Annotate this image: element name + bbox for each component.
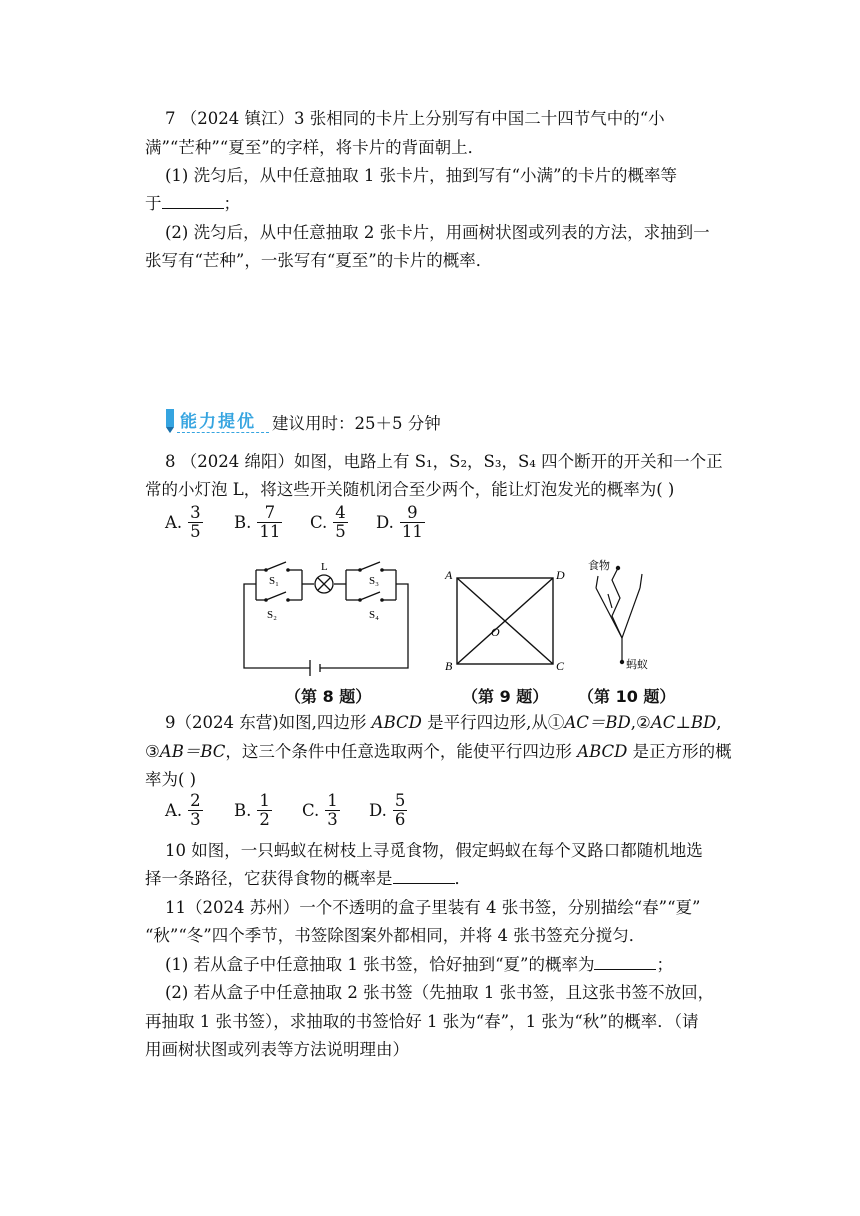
q11-part2-line2: 再抽取 1 张书签），求抽取的书签恰好 1 张为“春”，1 张为“秋”的概率．（请 [145, 1012, 699, 1031]
q9-text: 9（2024 东营)如图,四边形 [165, 713, 372, 732]
q9-line1 [165, 711, 722, 735]
center-o: O [491, 625, 500, 639]
caption-q9: （第 9 题） [462, 687, 549, 706]
q10-text: 择一条路径，它获得食物的概率是 [145, 869, 393, 888]
option-b[interactable] [234, 504, 284, 541]
option-d[interactable] [376, 504, 427, 541]
switch-s4-label: S₄ [369, 609, 379, 621]
q7-part2-line2: 张写有“芒种”，一张写有“夏至”的卡片的概率． [145, 251, 493, 270]
option-label: B. [234, 512, 252, 532]
q9-cond3: AB＝BC [159, 742, 226, 761]
option-c[interactable] [302, 792, 342, 829]
fraction [257, 792, 272, 829]
fraction-numerator: 3 [190, 503, 201, 522]
section-badge: 能力提优 [180, 412, 256, 432]
answer-blank[interactable] [393, 867, 455, 884]
fraction [188, 504, 203, 541]
fraction [325, 792, 340, 829]
option-a[interactable] [165, 504, 205, 541]
fraction-denominator: 6 [394, 810, 406, 829]
fraction [400, 504, 425, 541]
q9-text: 是正方形的概 [627, 742, 732, 761]
vertex-d: D [556, 568, 565, 582]
q11-part2-line1: (2) 若从盒子中任意抽取 2 张书签（先抽取 1 张书签，且这张书签不放回， [165, 983, 715, 1002]
q7-part1-line1: (1) 洗匀后，从中任意抽取 1 张卡片，抽到写有“小满”的卡片的概率等 [165, 166, 677, 185]
option-c[interactable] [310, 504, 350, 541]
q11-line1: 11（2024 苏州）一个不透明的盒子里装有 4 张书签，分别描绘“春”“夏” [165, 898, 701, 917]
section-time: 建议用时：25＋5 分钟 [272, 414, 441, 433]
fraction [393, 792, 408, 829]
q11-line2: “秋”“冬”四个季节，书签除图案外都相同，并将 4 张书签充分搅匀． [145, 926, 646, 945]
fraction [333, 504, 348, 541]
ant-label: 蚂蚁 [626, 659, 648, 671]
fraction-denominator: 11 [259, 522, 281, 541]
answer-blank[interactable] [162, 192, 224, 209]
q9-abcd: ABCD [577, 742, 628, 761]
fraction-denominator: 2 [259, 810, 270, 829]
section-underline [177, 432, 269, 433]
fraction-denominator: 11 [401, 522, 423, 541]
tree-diagram [584, 548, 664, 672]
option-label: C. [302, 800, 320, 820]
fraction-numerator: 1 [259, 791, 270, 810]
q9-text: , [716, 713, 722, 732]
fraction-numerator: 4 [335, 503, 346, 522]
option-label: D. [369, 800, 387, 820]
q11-text: (1) 若从盒子中任意抽取 1 张书签，恰好抽到“夏”的概率为 [165, 955, 595, 974]
q9-line3: 率为( ) [145, 770, 197, 789]
fraction [257, 504, 282, 541]
q7-line2: 满”“芒种”“夏至”的字样，将卡片的背面朝上． [145, 138, 485, 157]
q11-part1 [165, 953, 673, 977]
q7-part1-suffix: ； [223, 194, 240, 213]
fraction-numerator: 5 [394, 791, 406, 810]
q8-line1: 8 （2024 绵阳）如图，电路上有 S₁，S₂，S₃，S₄ 四个断开的开关和一个正 [165, 452, 723, 471]
q7-line1: 7 （2024 镇江）3 张相同的卡片上分别写有中国二十四节气中的“小 [165, 109, 665, 128]
q9-text: ③ [145, 742, 160, 761]
answer-blank[interactable] [594, 953, 656, 970]
fraction-numerator: 2 [190, 791, 201, 810]
circuit-diagram [236, 556, 416, 676]
q9-text: ,② [630, 713, 651, 732]
q11-part2-line3: 用画树状图或列表等方法说明理由） [145, 1040, 409, 1059]
fraction-denominator: 3 [327, 810, 338, 829]
switch-s1-label: S₁ [269, 575, 279, 587]
fraction-denominator: 5 [335, 522, 346, 541]
q9-cond1: AC＝BD [564, 713, 631, 732]
q9-abcd: ABCD [371, 713, 422, 732]
lamp-label: L [321, 561, 328, 573]
q7-part1-line2 [145, 192, 240, 216]
switch-s3-label: S₃ [369, 575, 379, 587]
option-label: A. [165, 800, 183, 820]
pencil-icon [160, 405, 180, 435]
q7-part2-line1: (2) 洗匀后，从中任意抽取 2 张卡片，用画树状图或列表的方法，求抽到一 [165, 223, 710, 242]
option-label: D. [376, 512, 394, 532]
option-label: A. [165, 512, 183, 532]
caption-q8: （第 8 题） [285, 687, 372, 706]
fraction-numerator: 9 [400, 504, 425, 523]
q9-text: 是平行四边形,从① [421, 713, 565, 732]
food-label: 食物 [588, 560, 610, 572]
q9-text: ，这三个条件中任意选取两个，能使平行四边形 [225, 742, 578, 761]
q8-line2: 常的小灯泡 L，将这些开关随机闭合至少两个，能让灯泡发光的概率为( ) [145, 480, 675, 499]
q11-text: ； [656, 955, 673, 974]
fraction [188, 792, 203, 829]
q10-line2 [145, 867, 471, 891]
vertex-b: B [445, 659, 453, 673]
option-b[interactable] [234, 792, 274, 829]
q10-line1: 10 如图，一只蚂蚁在树枝上寻觅食物，假定蚂蚁在每个叉路口都随机地选 [165, 841, 703, 860]
fraction-denominator: 5 [190, 522, 201, 541]
option-d[interactable] [369, 792, 409, 829]
caption-q10: （第 10 题） [578, 687, 676, 706]
switch-s2-label: S₂ [267, 609, 277, 621]
fraction-denominator: 3 [190, 810, 201, 829]
q10-text: ． [454, 869, 471, 888]
option-label: B. [234, 800, 252, 820]
q9-line2 [145, 740, 732, 764]
square-diagram [442, 566, 565, 674]
option-a[interactable] [165, 792, 205, 829]
option-label: C. [310, 512, 328, 532]
fraction-numerator: 7 [257, 504, 282, 523]
q7-part1-prefix: 于 [145, 194, 162, 213]
vertex-a: A [445, 568, 453, 582]
q9-cond2: AC⊥BD [650, 713, 717, 732]
fraction-numerator: 1 [327, 791, 338, 810]
vertex-c: C [556, 659, 565, 673]
